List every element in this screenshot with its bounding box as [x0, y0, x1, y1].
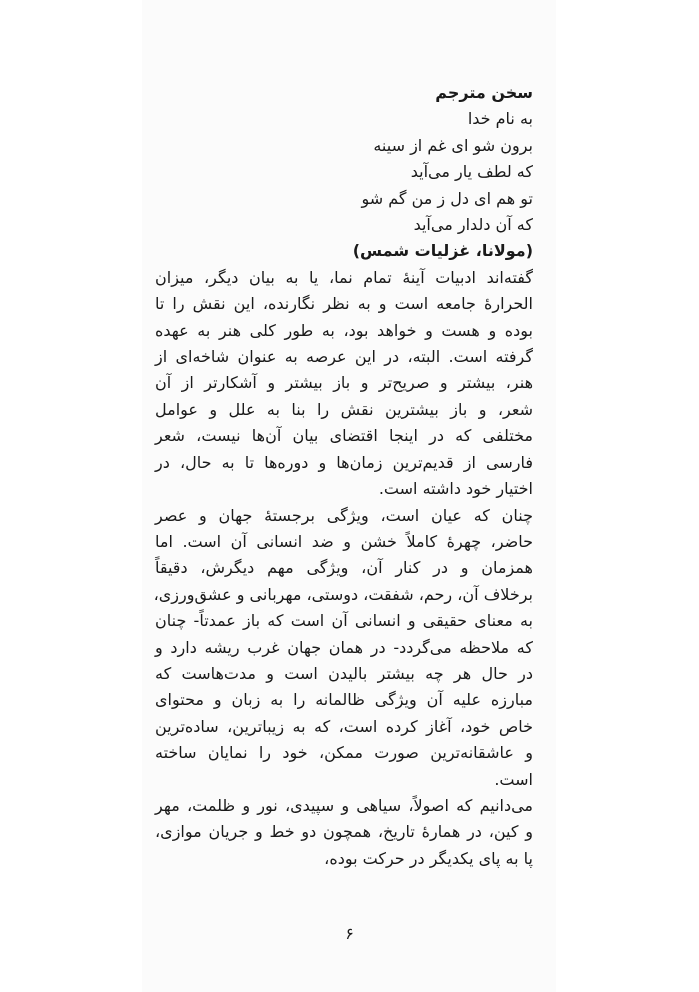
page-number: ۶	[345, 924, 354, 943]
poem-line: که آن دلدار می‌آید	[413, 215, 533, 235]
text-line: است.	[494, 769, 533, 789]
text-line: گفته‌اند ادبیات آینهٔ تمام نما، یا به بیان دیگر، میزان	[155, 267, 533, 287]
text-line: چنان که عیان است، ویژگی برجستهٔ جهان و عصر	[155, 505, 533, 525]
text-line: شعر، و باز بیشترین نقش را بنا به علل و عوامل	[155, 399, 533, 419]
poem	[155, 106, 533, 238]
text-line: حاضر، چهرهٔ کاملاً خشن و ضد انسانی آن است. اما	[155, 531, 533, 551]
section-heading: سخن مترجم	[435, 83, 533, 102]
text-line: می‌دانیم که اصولاً، سیاهی و سپیدی، نور و ظلمت، مهر	[155, 795, 533, 815]
text-line: پا به پای یکدیگر در حرکت بوده،	[324, 848, 533, 868]
text-line: و عاشقانه‌ترین صورت ممکن، خود را نمایان ساخته	[155, 743, 533, 763]
text-line: الحرارهٔ جامعه است و به نظر نگارنده، این نقش را تا	[155, 294, 533, 314]
text-line: فارسی از قدیم‌ترین زمان‌ها و دوره‌ها تا به حال، در	[155, 452, 533, 472]
text-line: بوده و هست و خواهد بود، به طور کلی هنر به عهده	[155, 320, 533, 340]
text-line: در حال هر چه بیشتر بالیدن است و مدت‌هاست که	[155, 663, 533, 683]
text-line: مبارزه علیه آن ویژگی ظالمانه را به زبان و محتوای	[155, 690, 533, 710]
text-line: اختیار خود داشته است.	[378, 479, 533, 499]
text-line: خاص خود، آغاز کرده است، که به زیباترین، ساده‌ترین	[155, 716, 533, 736]
paragraph-1	[155, 265, 533, 503]
poem-attribution: (مولانا، غزلیات شمس)	[352, 241, 533, 261]
poem-line: برون شو ای غم از سینه	[373, 135, 533, 155]
text-line: همزمان و در کنار آن، ویژگی مهم دیگرش، دقیقاً	[155, 558, 533, 578]
text-line: برخلاف آن، رحم، شفقت، دوستی، مهربانی و عشق‌ورزی،	[153, 584, 533, 604]
poem-line: تو هم ای دل ز من گم شو	[361, 188, 533, 208]
text-line: و کین، در همارهٔ تاریخ، همچون دو خط و جریان موازی،	[155, 822, 533, 842]
text-line: که ملاحظه می‌گردد- در همان جهان غرب ریشه دارد و	[155, 637, 533, 657]
paragraph-3	[155, 793, 533, 872]
text-line: مختلفی که در اینجا اقتضای بیان آن‌ها نیست، شعر	[155, 426, 533, 446]
paragraph-2	[155, 503, 533, 793]
poem-line: که لطف یار می‌آید	[410, 162, 533, 182]
page-content	[155, 80, 533, 872]
text-line: به معنای حقیقی و انسانی آن است که باز عمدتاً- چنان	[155, 611, 533, 631]
text-line: هنر، بیشتر و صریح‌تر و باز بیشتر و آشکارتر از آن	[155, 373, 533, 393]
poem-line: به نام خدا	[467, 109, 533, 129]
text-line: گرفته است. البته، در این عرصه به عنوان شاخه‌ای از	[155, 347, 533, 367]
